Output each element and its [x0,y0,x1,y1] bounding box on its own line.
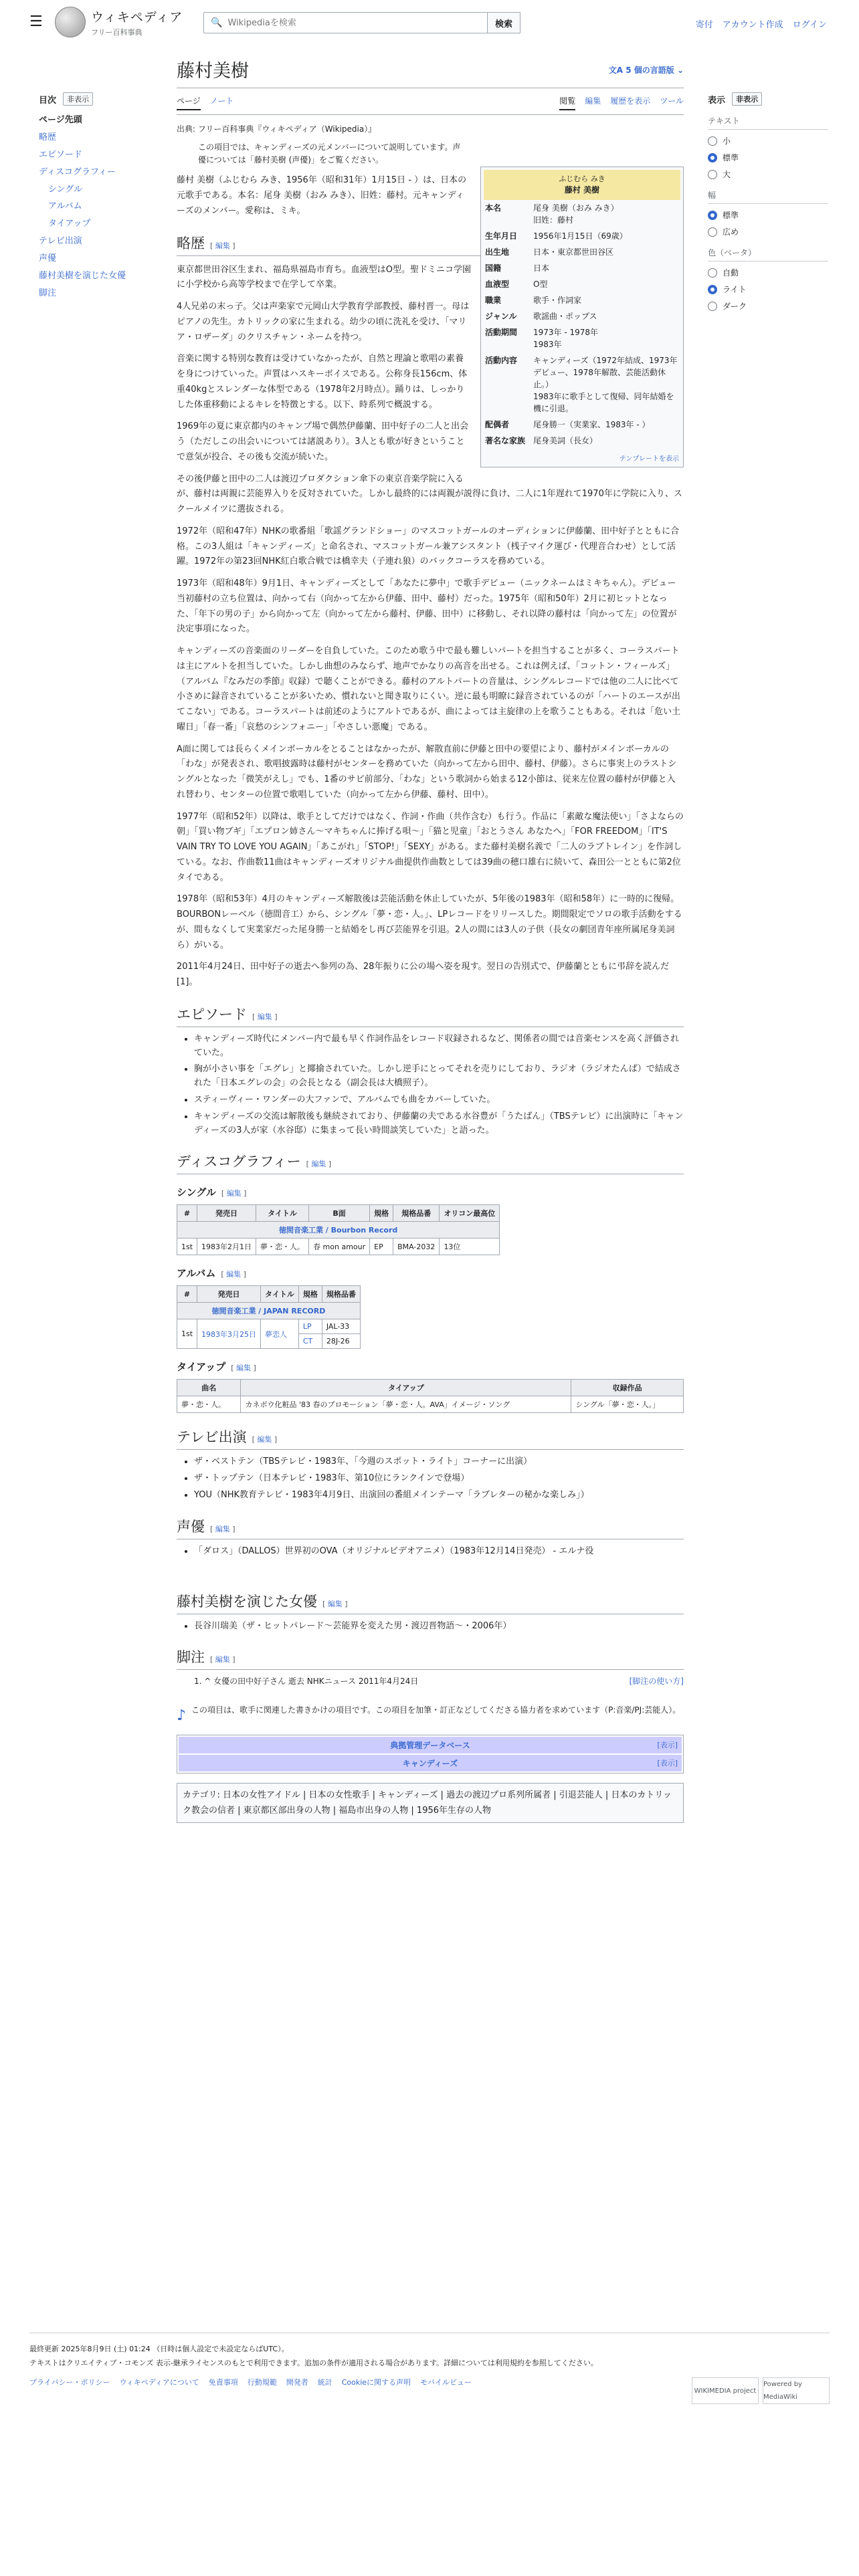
language-button[interactable]: 文A 5 個の言語版 ⌄ [608,66,684,75]
tab-tools[interactable]: ツール [660,96,684,106]
toc-item[interactable]: テレビ出演 [39,236,82,247]
footer-link[interactable]: プライバシー・ポリシー [29,2377,110,2387]
logo-title: ウィキペディア [91,9,183,25]
heading-text: エピソード [177,1006,247,1023]
login-link[interactable]: ログイン [792,20,827,30]
infobox-row [484,200,680,228]
radio-option[interactable] [708,152,828,163]
toc-list [39,115,166,300]
radio-circle[interactable] [708,170,717,179]
infobox [480,167,684,467]
heading-tieup [177,1360,684,1374]
infobox-key: 著名な家族 [485,435,526,445]
navbox [177,1735,684,1774]
radio-label: 広め [723,227,739,237]
infobox-value: 尾身美詞（長女） [533,435,598,445]
heading-text: シングル [177,1186,216,1199]
radio-option[interactable] [708,300,828,312]
biography-paragraph: 2011年4月24日、田中好子の逝去へ参列の為、28年振りに公の場へ姿を現す。翌日の告別式で、伊藤蘭とともに弔辞を読んだ[1]。 [177,962,670,988]
footer-link[interactable]: モバイルビュー [420,2377,472,2387]
tab-read[interactable]: 閲覧 [559,95,575,110]
biography-paragraph: 音楽に関する特別な教育は受けていなかったが、自然と理論と歌唱の素養を身につけていった。声質はハスキーボイスである。公称身長156cm、体重40kgとスレンダーな体型である（1978年2月時点）。踊りは、しっかりした体重移動によるキレを特徴とする。以下、時系列で概説する。 [177,354,468,410]
actress-list [194,1620,684,1634]
infobox-row [484,324,680,352]
radio-option[interactable] [708,209,828,221]
tv-list [194,1455,684,1502]
radio-option[interactable] [708,226,828,237]
toc-item[interactable]: アルバム [48,201,82,212]
edit-label: 編集 [226,1270,242,1279]
mediawiki-badge[interactable]: Powered by MediaWiki [763,2377,830,2404]
edit-label: 編集 [327,1599,343,1608]
radio-option[interactable] [708,284,828,295]
width-label: 幅 [708,189,828,204]
radio-label: 小 [723,136,731,146]
cell[interactable]: LP [298,1319,322,1334]
biography-paragraph: 1978年（昭和53年）4月のキャンディーズ解散後は芸能活動を休止していたが、5年後の1983年（昭和58年）に一時的に復帰。BOURBONレーベル（徳間音工）から、シングル「夢・恋・人。」、LPレコードをリリースした。期間限定でソロの歌手活動をするが、間もなくして実業家だった尾身勝一と結婚をし再び芸能界を引退。2人の間には3人の子供（長女の劇団青年座所属尾身美詞ら）がいる。 [177,894,682,950]
footer-link[interactable]: 行動規範 [247,2377,277,2387]
heading-voice [177,1516,684,1539]
infobox-key: ジャンル [485,311,517,321]
cell: 13位 [440,1239,500,1255]
infobox-row [484,352,680,417]
tieup-table [177,1379,684,1413]
edit-link[interactable]: [ 編集 ] [252,1435,278,1444]
radio-option[interactable] [708,169,828,180]
infobox-value: 尾身 美樹（おみ みき） 旧姓：藤村 [533,203,619,225]
tab-page[interactable]: ページ [177,95,201,110]
column-header: オリコン最高位 [440,1205,500,1222]
infobox-value: 歌手・作詞家 [533,295,582,305]
infobox-key: 活動期間 [485,327,518,337]
heading-tv [177,1426,684,1450]
create-account-link[interactable]: アカウント作成 [722,20,783,30]
column-header: 規格品番 [322,1286,360,1303]
edit-link[interactable]: [ 編集 ] [210,241,235,250]
column-header: 曲名 [177,1380,241,1396]
cell: 1st [177,1319,197,1349]
album-table [177,1285,361,1349]
column-header: タイトル [256,1205,309,1222]
edit-link[interactable]: [ 編集 ] [221,1270,246,1279]
table-row [177,1239,500,1255]
infobox-name: 藤村 美樹 [564,185,600,195]
table-header [177,1205,500,1222]
infobox-row [484,276,680,292]
column-header: # [177,1205,197,1222]
infobox-key: 血液型 [485,279,510,289]
edit-label: 編集 [311,1160,326,1169]
edit-link[interactable]: [ 編集 ] [322,1599,348,1608]
table-header [177,1286,361,1303]
stub-icon: ♪ [177,1707,187,1725]
main-content [177,56,684,1823]
tv-item: • ザ・ベストテン（TBSテレビ・1983年、「今週のスポット・ライト」コーナーに出演） [194,1455,684,1469]
cell: BMA-2032 [393,1239,440,1255]
infobox-key: 本名 [485,203,502,213]
appearance-title: 表示 [708,95,726,106]
navbox-title: 典拠管理データベース [390,1740,470,1750]
biography-paragraph: キャンディーズの音楽面のリーダーを自負していた。このため歌う中で最も難しいパートを担当することが多く、コーラスパートは主にアルトを担当していた。しかし曲想のみならず、地声でかなりの高音を出せる。これは例えば、「コットン・フィールズ」（アルバム『なみだの季節』収録）で聴くことができる。藤村のアルトパートの音量は、シングルレコードでは他の二人に比べて小さめに録音されていることが多いため、慣れないと聞き取りにくい。逆に最も明瞭に録音されているのが「ハートのエースが出てこない」である。コーラスパートは前述のようにアルトであるが、曲によっては主旋律の上を歌うこともある。それは「危い土曜日」「春一番」「哀愁のシンフォニー」「やさしい悪魔」である。 [177,646,681,732]
toc-item[interactable]: 声優 [39,253,57,264]
infobox-ruby: ふじむら みき [559,175,605,184]
column-header: 規格 [370,1205,393,1222]
heading-notes [177,1646,684,1670]
radio-circle[interactable] [708,302,717,311]
column-header: 規格 [298,1286,322,1303]
radio-circle[interactable] [708,153,717,163]
toc-item[interactable]: ページ先頭 [39,115,82,125]
edit-link[interactable]: [ 編集 ] [231,1364,256,1373]
table-header [177,1380,684,1396]
infobox-row [484,417,680,433]
table-of-contents [39,92,166,306]
column-header: タイトル [261,1286,299,1303]
stub-notice [177,1704,684,1727]
biography-paragraph: 東京都世田谷区生まれ、福島県福島市育ち。血液型はO型。聖ドミニコ学園に小学校から高等学校まで在学して卒業。 [177,264,472,290]
appearance-panel [708,92,828,317]
radio-label: 標準 [723,211,739,220]
width-options [708,209,828,237]
radio-label: ライト [723,285,747,294]
biography-paragraph: 1972年（昭和47年）NHKの歌番組「歌謡グランドショー」のマスコットガールのオーディションに伊藤蘭、田中好子とともに合格。この3人組は「キャンディーズ」と命名され、マスコットガール兼アシスタント（桟子マイク運び・代理音合わせ）として活躍。1972年の第23回NHK紅白歌合戦では橋幸夫（子連れ狼）のバックコーラスを務めている。 [177,526,680,567]
cell: JAL-33 [322,1319,360,1334]
edit-link[interactable]: [ 編集 ] [306,1160,332,1169]
search-icon: 🔍 [211,17,223,28]
navbox-title: キャンディーズ [402,1758,458,1768]
infobox-row [484,228,680,244]
cell: 夢・恋・人。 [256,1239,309,1255]
cell: 1st [177,1239,197,1255]
edit-label: 編集 [215,241,230,250]
heading-actress [177,1591,684,1614]
footer-link[interactable]: 開発者 [286,2377,308,2387]
edit-link[interactable]: [ 編集 ] [221,1189,247,1198]
infobox-rows [484,200,680,449]
edit-label: 編集 [215,1655,230,1665]
infobox-key: 職業 [485,295,502,305]
cell[interactable]: 夢恋人 [261,1319,299,1349]
biography-paragraph: 1977年（昭和52年）以降は、歌手としてだけではなく、作詞・作曲（共作含む）も行う。作品に「素敵な魔法使い」「さよならの朝」「買い物ブギ」「エプロン姉さん〜マキちゃんに捧げる唄〜」「猫と児童」「おとうさん あなたへ」「FOR FREEDOM」「IT'S VAIN TRY TO LOVE YOU AGAIN」「あこがれ」「STOP!」「SEXY」がある。また藤村美樹名義で「二人のラブトレイン」を作詞している。なお、作曲数11曲はキャンディーズオリジナル曲提供作曲数としては39曲の穂口雄右に続いて、森田公一とともに第2位タイである。 [177,811,684,883]
hatnote: この項目では、キャンディーズの元メンバーについて説明しています。声優については「藤村美樹 (声優)」をご覧ください。 [198,142,461,165]
episode-item: • 胸が小さい事を「エグレ」と揶揄されていた。しかし逆手にとってそれを売りにしており、ラジオ（ラジオたんぱ）で結成された「日本エグレの会」の会長となる（副会長は大橋照子）。 [194,1063,684,1091]
radio-option[interactable] [708,135,828,146]
tab-talk[interactable]: ノート [209,96,234,106]
radio-circle[interactable] [708,136,717,146]
color-label: 色（ベータ） [708,247,828,261]
cell: カネボウ化粧品 '83 春のプロモーション「夢・恋・人。AVA」イメージ・ソング [241,1396,571,1413]
navbox-authority[interactable] [179,1737,682,1753]
category-box[interactable]: カテゴリ: 日本の女性アイドル | 日本の女性歌手 | キャンディーズ | 過去の渡辺プロ系列所属者 | 引退芸能人 | 日本のカトリック教会の信者 | 東京都区部出身の人物 | 福島市出身の人物 | 1956年生存の人物 [177,1783,684,1824]
navbox-candies[interactable] [179,1755,682,1772]
infobox-value: 1956年1月15日（69歳） [533,231,628,241]
edit-link[interactable]: [ 編集 ] [210,1655,235,1665]
infobox-key: 出生地 [485,247,510,257]
tv-item: • YOU（NHK教育テレビ・1983年4月9日、出演回の番組メインテーマ「ラブレターの秘かな楽しみ」） [194,1489,684,1503]
heading-discography [177,1151,684,1174]
edit-label: 編集 [226,1189,242,1198]
page-title [177,56,684,88]
infobox-value: 歌謡曲・ポップス [533,311,597,321]
radio-label: ダーク [723,302,747,311]
search-box[interactable] [203,12,518,33]
appearance-hide-button[interactable]: 非表示 [732,92,762,106]
toc-item[interactable]: 脚注 [39,288,57,298]
infobox-value: O型 [533,279,548,289]
footer-link[interactable]: Cookieに関する声明 [341,2377,411,2387]
menu-icon[interactable]: ☰ [29,13,43,30]
infobox-row [484,260,680,276]
infobox-row [484,292,680,308]
radio-circle[interactable] [708,227,717,237]
edit-label: 編集 [215,1524,230,1533]
infobox-row [484,244,680,260]
lead-paragraph: 藤村 美樹（ふじむら みき、1956年（昭和31年）1月15日 - ）は、日本の元歌手である。本名：尾身 美樹（おみ みき）、旧姓：藤村。元キャンディーズのメンバー。愛称は、ミキ。 [177,175,467,216]
toc-title: 目次 [39,95,57,106]
heading-episode [177,1004,684,1027]
cell[interactable]: CT [298,1334,322,1349]
cell[interactable]: 1983年3月25日 [197,1319,261,1349]
text-size-options [708,135,828,180]
logo-subtitle: フリー百科事典 [91,27,142,37]
infobox-value: キャンディーズ（1972年結成、1973年デビュー、1978年解散、芸能活動休止。） 1983年に歌手として復帰、同年結婚を機に引退。 [533,355,678,413]
radio-circle[interactable] [708,268,717,278]
heading-text: テレビ出演 [177,1429,247,1446]
column-header: 発売日 [197,1205,256,1222]
column-header: 収録作品 [571,1380,684,1396]
toc-item[interactable]: 略歴 [39,132,57,142]
cell: シングル「夢・恋・人。」 [571,1396,684,1413]
infobox-header [484,170,680,199]
tab-edit[interactable]: 編集 [585,96,601,106]
toc-item[interactable]: 藤村美樹を演じた女優 [39,271,126,282]
edit-link[interactable]: [ 編集 ] [210,1524,235,1533]
voice-item: • 「ダロス」（DALLOS）世界初のOVA（オリジナルビデオアニメ）（1983年12月14日発売） - エルナ役 [194,1545,684,1559]
last-updated: 最終更新 2025年8月9日 (土) 01:24 （日時は個人設定で未設定ならばUTC）。 [29,2345,289,2353]
footer [29,2333,830,2401]
biography-paragraph: その後伊藤と田中の二人は渡辺プロダクション傘下の東京音楽学院に入るが、藤村は両親に芸能界入りを反対されていた。しかし最終的には両親が説得に負け、二人に1年遅れて1970年に学院に入り、スクールメイツに選抜される。 [177,473,682,515]
heading-text: 略歴 [177,235,205,251]
header-links [696,17,827,30]
biography-paragraph: 1973年（昭和48年）9月1日、キャンディーズとして「あなたに夢中」で歌手デビュー（ニックネームはミキちゃん）。デビュー当初藤村の立ち位置は、向かって右（向かって左から伊藤、田中、藤村）だった。1975年（昭和50年）2月に初ヒットとなった、「年下の男の子」から向かって左（向かって左から藤村、伊藤、田中）に移動し、それ以降の藤村は「向かって左」の位置が決定事項になった。 [177,578,677,635]
toc-hide-button[interactable]: 非表示 [63,92,93,106]
tv-item: • ザ・トップテン（日本テレビ・1983年、第10位にランクインで登場） [194,1472,684,1486]
radio-label: 大 [723,170,731,179]
cell: 28J-26 [322,1334,360,1349]
biography-paragraph: 1969年の夏に東京都内のキャンプ場で偶然伊藤蘭、田中好子の二人と出会う（ただしこの出会いについては諸説あり）。3人とも歌が好きということで意気が投合、その後も交流が続いた。 [177,421,469,462]
radio-circle[interactable] [708,211,717,220]
biography-paragraph: A面に関しては長らくメインボーカルをとることはなかったが、解散直前に伊藤と田中の要望により、藤村がメインボーカルの「わな」が発表され、歌唱披露時は藤村がセンターを務めていた（向かって左から田中、藤村、伊藤）。さらに事実上のラストシングルとなった「微笑がえし」でも、1番のサビ前部分、「わな」という歌詞から始まる12小節は、従来左位置の藤村が伊藤と入れ替わり、センターの位置で歌唱していた（向かって左から伊藤、藤村、田中）。 [177,744,677,800]
table-row [177,1319,361,1334]
radio-circle[interactable] [708,285,717,294]
edit-label: 編集 [236,1364,251,1373]
heading-album [177,1266,684,1280]
infobox-row [484,433,680,449]
infobox-template-link[interactable]: テンプレートを表示 [619,455,679,463]
show-toggle[interactable]: [表示] [657,1758,678,1767]
column-header: 規格品番 [393,1205,440,1222]
text-size-label: テキスト [708,115,828,130]
color-options [708,267,828,312]
donate-link[interactable]: 寄付 [695,20,713,30]
footnotes [194,1675,684,1687]
heading-text: 藤村美樹を演じた女優 [177,1593,317,1610]
radio-option[interactable] [708,267,828,278]
episode-list [194,1033,684,1138]
cell: EP [370,1239,393,1255]
voice-list [194,1545,684,1559]
infobox-key: 配偶者 [485,419,510,429]
radio-label: 標準 [723,153,739,163]
table-row [177,1396,684,1413]
search-button[interactable]: 検索 [487,12,520,33]
episode-item: • スティーヴィー・ワンダーの大ファンで、アルバムでも曲をカバーしていた。 [194,1093,684,1107]
infobox-key: 生年月日 [485,231,518,241]
heading-text: タイアップ [177,1361,226,1374]
infobox-row [484,308,680,324]
cell: 夢・恋・人。 [177,1396,241,1413]
column-header: 発売日 [197,1286,261,1303]
single-table [177,1204,500,1255]
heading-text: 脚注 [177,1649,205,1666]
footer-link[interactable]: 統計 [317,2377,332,2387]
label-row[interactable]: 徳間音楽工業 / Bourbon Record [177,1222,500,1239]
search-input[interactable] [227,13,517,32]
toc-item[interactable]: タイアップ [48,219,91,229]
language-count: 5 個の言語版 [626,66,674,75]
column-header: B面 [309,1205,370,1222]
wikimedia-badge[interactable]: WIKIMEDIA project [692,2377,759,2404]
column-header: # [177,1286,197,1303]
cell: 1983年2月1日 [197,1239,256,1255]
heading-text: 声優 [177,1518,205,1535]
episode-item: • キャンディーズの交流は解散後も継続されており、伊藤蘭の夫である水谷豊が「うたばん」（TBSテレビ）に出演時に「キャンディーズの3人が家（水谷邸）に集まって長い時間談笑していた」と語った。 [194,1110,684,1138]
footer-link[interactable]: 免責事項 [208,2377,238,2387]
tab-history[interactable]: 履歴を表示 [610,96,651,106]
infobox-value: 尾身勝一（実業家、1983年 - ） [533,419,650,429]
heading-single [177,1185,684,1199]
infobox-value: 1973年 - 1978年 1983年 [533,327,599,349]
globe-logo-icon [55,7,86,37]
infobox-key: 国籍 [485,263,502,273]
biography-paragraph: 4人兄弟の末っ子。父は声楽家で元岡山大学教育学部教授、藤村晋一。母はピアノの先生。カトリックの家に生まれる。幼少の頃に洗礼を受け、「マリア・ロザーダ」のクリスチャン・ネームを持つ。 [177,302,470,342]
toc-item[interactable]: ディスコグラフィー [39,167,116,177]
title-text: 藤村美樹 [177,61,249,82]
actress-item: • 長谷川瑞美（ザ・ヒットパレード〜芸能界を変えた男・渡辺晋物語〜・2006年） [194,1620,684,1634]
heading-text: ディスコグラフィー [177,1154,301,1170]
footer-link[interactable]: ウィキペディアについて [119,2377,199,2387]
cell: 春 mon amour [309,1239,370,1255]
header [0,0,859,44]
footnote-1[interactable]: 1. ^ 女優の田中好子さん 逝去 NHKニュース 2011年4月24日 [194,1677,419,1687]
page-tabs [177,95,684,115]
radio-label: 自動 [723,268,739,278]
toc-item[interactable]: シングル [48,184,83,195]
show-toggle[interactable]: [表示] [657,1740,678,1749]
stub-text: この項目は、歌手に関連した書きかけの項目です。この項目を加筆・訂正などしてくださる協力者を求めています（P:音楽/PJ:芸能人）。 [191,1705,681,1715]
label-row[interactable]: 徳間音楽工業 / JAPAN RECORD [177,1303,361,1319]
footnote-usage-link[interactable]: [脚注の使い方] [629,1677,684,1687]
infobox-key: 活動内容 [485,355,518,365]
source-line: 出典: フリー百科事典『ウィキペディア（Wikipedia）』 [177,124,377,134]
heading-text: アルバム [177,1267,216,1280]
license-text: テキストはクリエイティブ・コモンズ 表示-継承ライセンスのもとで利用できます。追加の条件が適用される場合があります。詳細については利用規約を参照してください。 [29,2358,598,2367]
toc-item[interactable]: エピソード [39,149,83,160]
site-logo[interactable] [55,7,183,37]
edit-link[interactable]: [ 編集 ] [252,1012,278,1021]
column-header: タイアップ [241,1380,571,1396]
infobox-value: 日本・東京都世田谷区 [533,247,614,257]
edit-label: 編集 [257,1435,272,1444]
infobox-value: 日本 [533,263,550,273]
edit-label: 編集 [257,1012,272,1021]
episode-item: • キャンディーズ時代にメンバー内で最も早く作詞作品をレコード収録されるなど、関係者の間では音楽センスを高く評価されていた。 [194,1033,684,1061]
